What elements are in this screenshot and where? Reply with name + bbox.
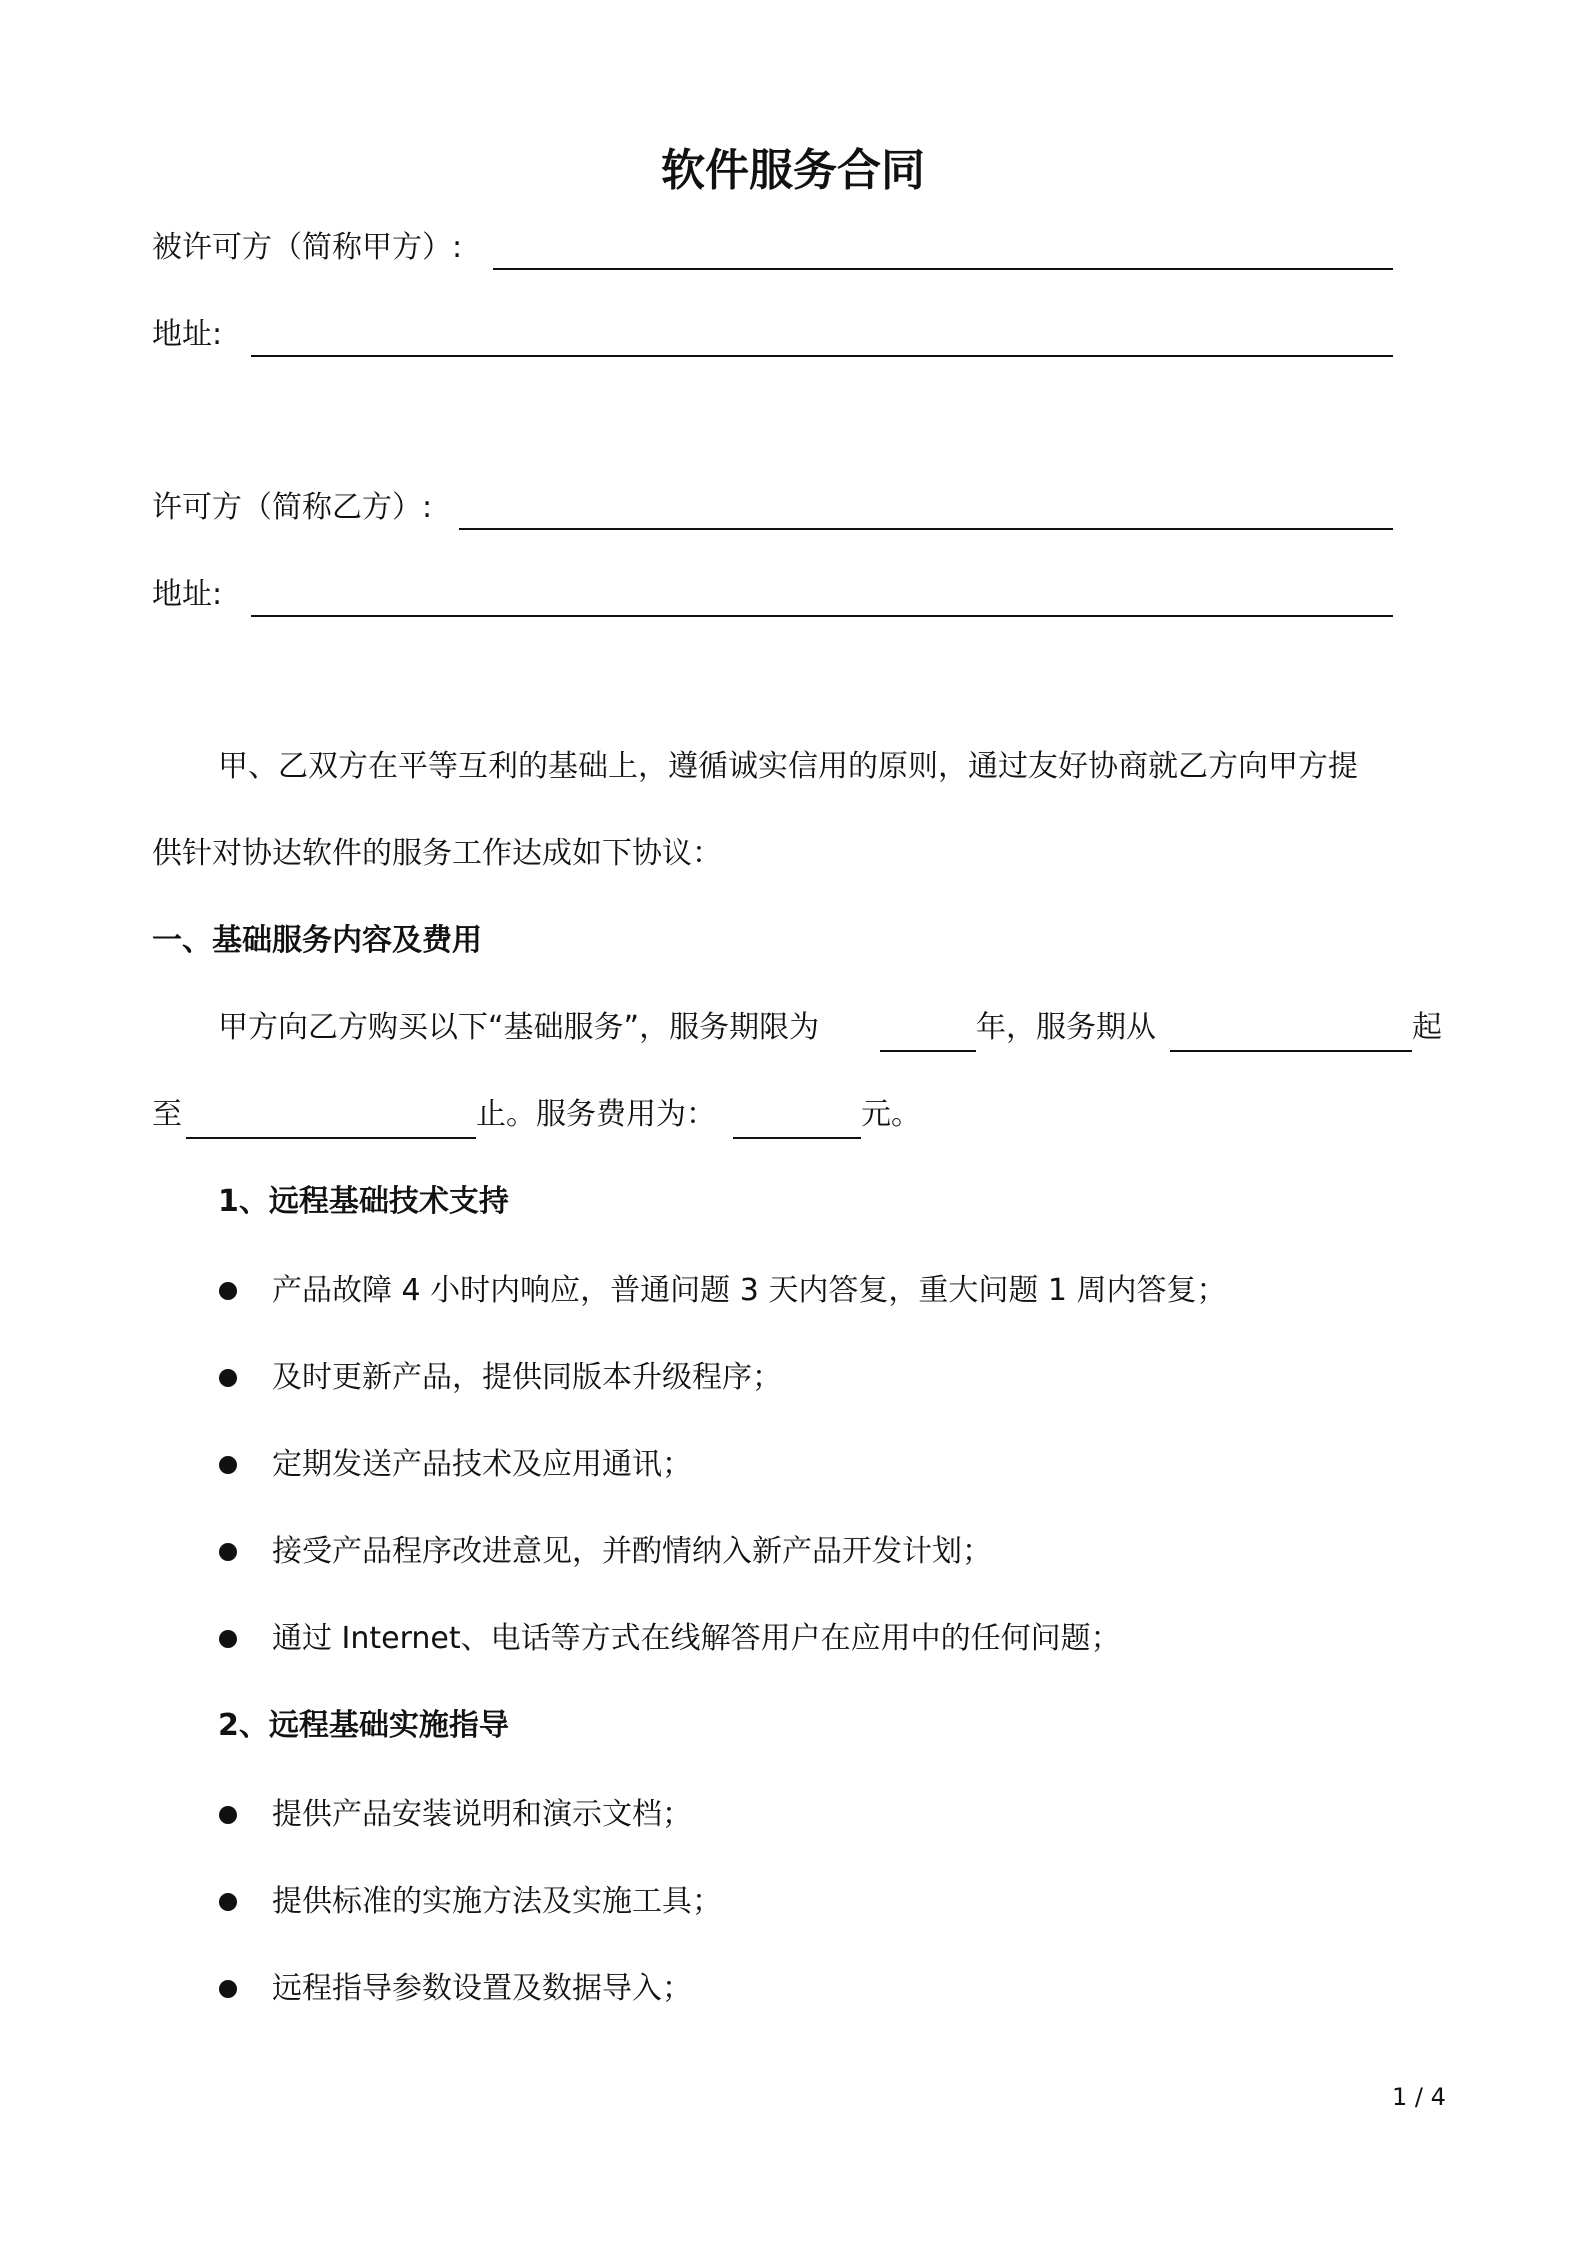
service-term-text-4: 至 — [152, 1097, 182, 1132]
service-years-blank — [880, 1050, 976, 1052]
service-term-text-3: 起 — [1412, 1010, 1442, 1045]
party-b-address-blank — [251, 615, 1393, 617]
party-a-address-label: 地址: — [152, 317, 223, 352]
list-item: 及时更新产品，提供同版本升级程序； — [272, 1360, 782, 1395]
intro-line-1: 甲、乙双方在平等互利的基础上，遵循诚实信用的原则，通过友好协商就乙方向甲方提 — [218, 749, 1358, 784]
bullet-icon — [219, 1456, 237, 1474]
service-start-date-blank — [1170, 1050, 1412, 1052]
bullet-icon — [219, 1369, 237, 1387]
list-item: 提供标准的实施方法及实施工具； — [272, 1884, 722, 1919]
subsection-1-heading: 1、远程基础技术支持 — [218, 1184, 509, 1219]
party-b-label: 许可方（简称乙方）: — [152, 490, 433, 525]
intro-line-2: 供针对协达软件的服务工作达成如下协议： — [152, 836, 722, 871]
service-term-text-5: 止。服务费用为： — [476, 1097, 716, 1132]
document-title: 软件服务合同 — [661, 145, 925, 196]
service-term-text-2: 年，服务期从 — [976, 1010, 1156, 1045]
service-fee-blank — [733, 1137, 861, 1139]
bullet-icon — [219, 1893, 237, 1911]
bullet-icon — [219, 1806, 237, 1824]
subsection-2-heading: 2、远程基础实施指导 — [218, 1708, 509, 1743]
service-term-text-6: 元。 — [861, 1097, 921, 1132]
bullet-icon — [219, 1543, 237, 1561]
list-item: 远程指导参数设置及数据导入； — [272, 1971, 692, 2006]
service-end-date-blank — [186, 1137, 476, 1139]
bullet-icon — [219, 1282, 237, 1300]
party-a-address-blank — [251, 355, 1393, 357]
page-number: 1 / 4 — [1392, 2083, 1446, 2111]
party-b-name-blank — [459, 528, 1393, 530]
service-term-text-1: 甲方向乙方购买以下“基础服务”，服务期限为 — [218, 1010, 820, 1045]
list-item: 定期发送产品技术及应用通讯； — [272, 1447, 692, 1482]
list-item: 接受产品程序改进意见，并酌情纳入新产品开发计划； — [272, 1534, 992, 1569]
list-item: 通过 Internet、电话等方式在线解答用户在应用中的任何问题； — [272, 1621, 1121, 1656]
list-item: 产品故障 4 小时内响应，普通问题 3 天内答复，重大问题 1 周内答复； — [272, 1273, 1227, 1308]
party-a-name-blank — [493, 268, 1393, 270]
party-a-label: 被许可方（简称甲方）: — [152, 230, 463, 265]
bullet-icon — [219, 1980, 237, 1998]
list-item: 提供产品安装说明和演示文档； — [272, 1797, 692, 1832]
section-1-heading: 一、基础服务内容及费用 — [152, 923, 482, 958]
bullet-icon — [219, 1630, 237, 1648]
party-b-address-label: 地址: — [152, 577, 223, 612]
